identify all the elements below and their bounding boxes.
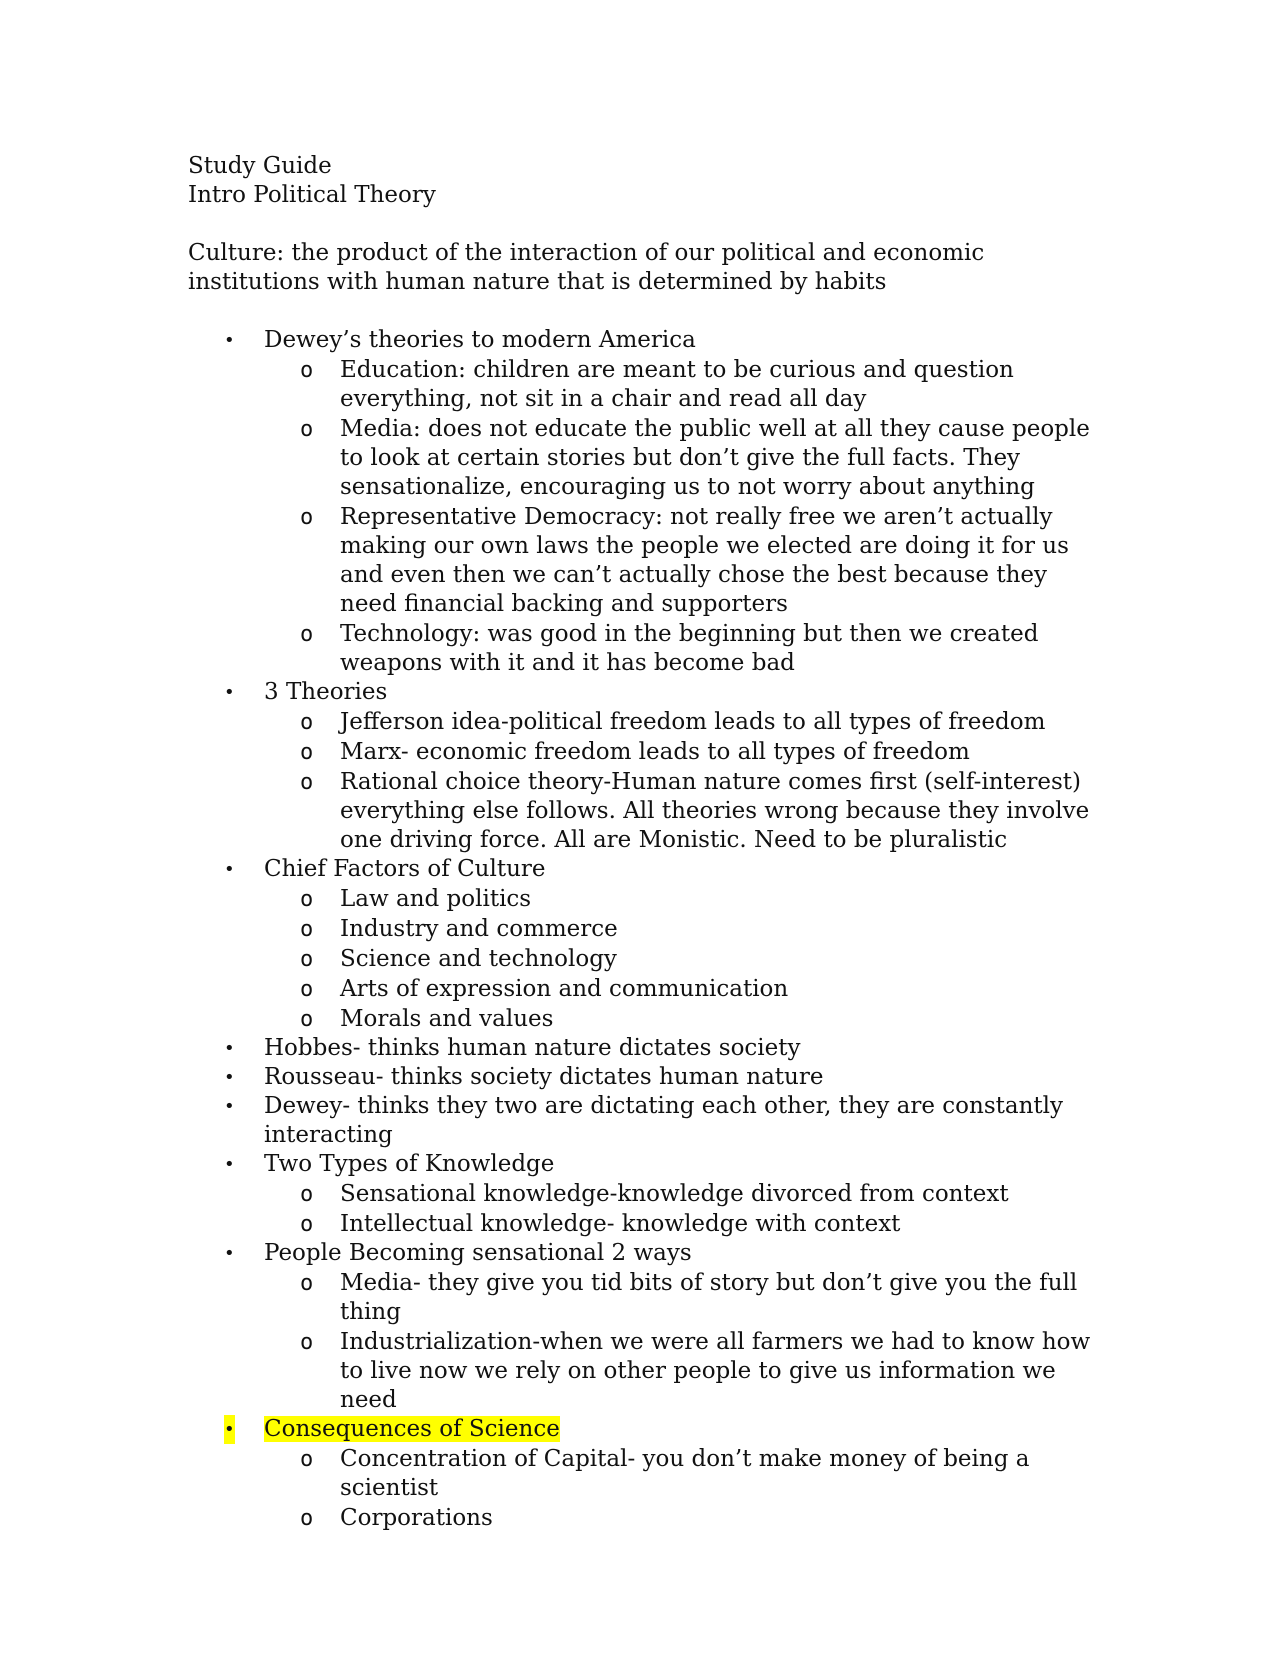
outline-item-text: Dewey’s theories to modern America [264, 327, 696, 353]
outline-item [188, 678, 1108, 855]
circle-bullet-icon: o [300, 358, 314, 383]
doc-title: Study Guide [188, 153, 332, 179]
sub-item [264, 1504, 1108, 1533]
sub-item [264, 503, 1108, 619]
sub-item-text: Morals and values [340, 1006, 554, 1032]
sub-item [264, 915, 1108, 944]
sub-item [264, 1210, 1108, 1239]
outline-item [188, 1034, 1108, 1063]
sub-list [264, 708, 1108, 855]
sub-list [264, 1445, 1108, 1533]
circle-bullet-icon: o [300, 1271, 314, 1296]
sub-list [264, 356, 1108, 678]
outline-item [188, 1239, 1108, 1415]
outline-item-text: Two Types of Knowledge [264, 1151, 555, 1177]
sub-item [264, 1269, 1108, 1327]
circle-bullet-icon: o [300, 622, 314, 647]
sub-item [264, 945, 1108, 974]
sub-item [264, 885, 1108, 914]
circle-bullet-icon: o [300, 887, 314, 912]
bullet-icon: • [224, 859, 235, 880]
sub-item [264, 1328, 1108, 1415]
sub-item [264, 1445, 1108, 1503]
sub-list [264, 885, 1108, 1034]
sub-item [264, 768, 1108, 855]
circle-bullet-icon: o [300, 1506, 314, 1531]
outline-item-text: Chief Factors of Culture [264, 856, 546, 882]
sub-item [264, 1005, 1108, 1034]
outline-item-text: Dewey- thinks they two are dictating each other, they are constantly interacting [264, 1093, 1063, 1148]
sub-item-text: Industrialization-when we were all farmers we had to know how to live now we rely on other people to give us information we need [340, 1329, 1091, 1413]
outline-item [188, 1063, 1108, 1092]
circle-bullet-icon: o [300, 1447, 314, 1472]
outline-item-text: Rousseau- thinks society dictates human nature [264, 1064, 824, 1090]
circle-bullet-icon: o [300, 917, 314, 942]
sub-item [264, 356, 1108, 414]
sub-item [264, 620, 1108, 678]
bullet-icon: • [224, 1243, 235, 1264]
outline-list [188, 326, 1108, 1533]
sub-item-text: Marx- economic freedom leads to all types of freedom [340, 739, 970, 765]
sub-item-text: Representative Democracy: not really free we aren’t actually making our own laws the people we elected are doing it for us and even then we can’t actually chose the best because they need financial backing and supporters [340, 504, 1069, 617]
circle-bullet-icon: o [300, 1007, 314, 1032]
bullet-icon: • [224, 1415, 235, 1444]
outline-item-text: Hobbes- thinks human nature dictates society [264, 1035, 801, 1061]
sub-item [264, 708, 1108, 737]
sub-item-text: Science and technology [340, 946, 617, 972]
sub-item-text: Law and politics [340, 886, 532, 912]
highlighted-item-text: Consequences of Science [264, 1416, 560, 1442]
outline-item [188, 326, 1108, 678]
outline-item-text: 3 Theories [264, 679, 388, 705]
culture-definition: Culture: the product of the interaction of our political and economic institutions with human nature that is determined by habits [188, 240, 985, 295]
circle-bullet-icon: o [300, 947, 314, 972]
sub-item [264, 1180, 1108, 1209]
bullet-icon: • [224, 1067, 235, 1088]
outline-item [188, 1150, 1108, 1239]
document-page [188, 152, 1108, 1533]
sub-item [264, 975, 1108, 1004]
sub-list [264, 1180, 1108, 1239]
circle-bullet-icon: o [300, 740, 314, 765]
sub-item-text: Media: does not educate the public well at all they cause people to look at certain stories but don’t give the full facts. They sensationalize, encouraging us to not worry about anything [340, 416, 1090, 500]
bullet-icon: • [224, 1154, 235, 1175]
sub-item-text: Intellectual knowledge- knowledge with context [340, 1211, 901, 1237]
sub-list [264, 1269, 1108, 1415]
circle-bullet-icon: o [300, 417, 314, 442]
sub-item-text: Education: children are meant to be curious and question everything, not sit in a chair and read all day [340, 357, 1014, 412]
bullet-icon: • [224, 1096, 235, 1117]
sub-item-text: Concentration of Capital- you don’t make money of being a scientist [340, 1446, 1030, 1501]
sub-item-text: Sensational knowledge-knowledge divorced from context [340, 1181, 1009, 1207]
sub-item [264, 738, 1108, 767]
circle-bullet-icon: o [300, 1182, 314, 1207]
bullet-icon: • [224, 682, 235, 703]
bullet-icon: • [224, 330, 235, 351]
circle-bullet-icon: o [300, 1212, 314, 1237]
sub-item-text: Jefferson idea-political freedom leads to all types of freedom [340, 709, 1046, 735]
sub-item-text: Industry and commerce [340, 916, 618, 942]
circle-bullet-icon: o [300, 977, 314, 1002]
sub-item-text: Rational choice theory-Human nature comes first (self-interest) everything else follows. All theories wrong because they involve one driving force. All are Monistic. Need to be pluralistic [340, 769, 1090, 853]
circle-bullet-icon: o [300, 505, 314, 530]
sub-item-text: Arts of expression and communication [340, 976, 789, 1002]
doc-subtitle: Intro Political Theory [188, 182, 436, 208]
sub-item-text: Technology: was good in the beginning but then we created weapons with it and it has become bad [340, 621, 1039, 676]
outline-item-text: People Becoming sensational 2 ways [264, 1240, 692, 1266]
circle-bullet-icon: o [300, 770, 314, 795]
spacer [188, 210, 1108, 239]
circle-bullet-icon: o [300, 710, 314, 735]
outline-item [188, 1415, 1108, 1533]
circle-bullet-icon: o [300, 1330, 314, 1355]
outline-item [188, 855, 1108, 1034]
sub-item-text: Media- they give you tid bits of story but don’t give you the full thing [340, 1270, 1078, 1325]
sub-item [264, 415, 1108, 502]
bullet-icon: • [224, 1038, 235, 1059]
sub-item-text: Corporations [340, 1505, 493, 1531]
outline-item [188, 1092, 1108, 1150]
